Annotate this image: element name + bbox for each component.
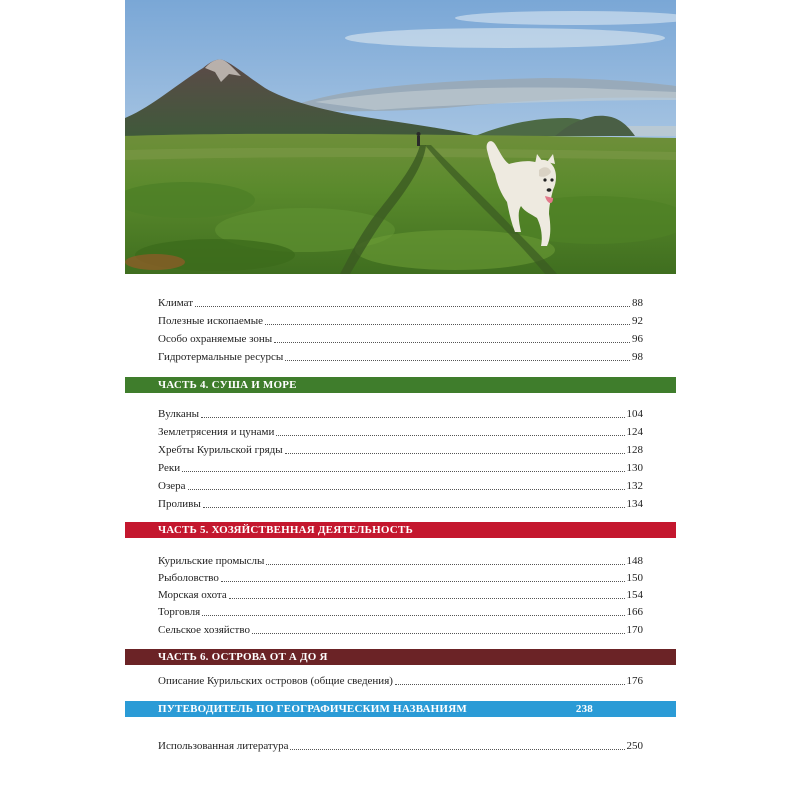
dot-leader — [276, 435, 624, 436]
toc-entry-page: 124 — [626, 426, 643, 438]
part-6-label: ЧАСТЬ 6. ОСТРОВА ОТ А ДО Я — [158, 651, 328, 663]
toc-entry-title: Курильские промыслы — [158, 555, 265, 567]
toc-entry[interactable] — [158, 569, 643, 587]
toc-entry[interactable] — [158, 423, 643, 441]
toc-entry-page: 130 — [626, 462, 643, 474]
toc-entry-page: 96 — [632, 333, 643, 345]
toc-entry[interactable] — [158, 330, 643, 348]
toc-entry[interactable] — [158, 477, 643, 495]
toc-entry-title: Хребты Курильской гряды — [158, 444, 283, 456]
dot-leader — [203, 507, 625, 508]
toc-entry[interactable] — [158, 495, 643, 513]
dot-leader — [285, 453, 625, 454]
toc-entry-title: Морская охота — [158, 589, 227, 601]
dot-leader — [195, 306, 630, 307]
toc-entry[interactable] — [158, 348, 643, 366]
guide-header[interactable] — [125, 701, 676, 717]
toc-entry-title: Землетрясения и цунами — [158, 426, 275, 438]
part-4-header[interactable] — [125, 377, 676, 393]
toc-entry[interactable] — [158, 459, 643, 477]
guide-page: 238 — [575, 703, 593, 715]
toc-entry-title: Описание Курильских островов (общие сведения) — [158, 675, 393, 687]
toc-entry-title: Гидротермальные ресурсы — [158, 351, 284, 363]
toc-entry-page: 104 — [626, 408, 643, 420]
toc-entry-title: Особо охраняемые зоны — [158, 333, 273, 345]
toc-entry-page: 154 — [626, 589, 643, 601]
toc-entry-title: Проливы — [158, 498, 201, 510]
toc-entry[interactable] — [158, 294, 643, 312]
dot-leader — [188, 489, 625, 490]
toc-entry-title: Полезные ископаемые — [158, 315, 263, 327]
toc-entry-title: Торговля — [158, 606, 201, 618]
toc-entry[interactable] — [158, 672, 643, 690]
toc-entry[interactable] — [158, 552, 643, 570]
dot-leader — [182, 471, 624, 472]
toc-entry[interactable] — [158, 603, 643, 621]
dot-leader — [266, 564, 624, 565]
toc-entry[interactable] — [158, 312, 643, 330]
dot-leader — [265, 324, 630, 325]
dot-leader — [290, 749, 624, 750]
toc-entry-title: Использованная литература — [158, 740, 289, 752]
dot-leader — [229, 598, 625, 599]
toc-entry[interactable] — [158, 441, 643, 459]
dot-leader — [285, 360, 630, 361]
dot-leader — [274, 342, 630, 343]
part-5-header[interactable] — [125, 522, 676, 538]
toc-entry-title: Сельское хозяйство — [158, 624, 250, 636]
part-5-label: ЧАСТЬ 5. ХОЗЯЙСТВЕННАЯ ДЕЯТЕЛЬНОСТЬ — [158, 524, 413, 536]
dot-leader — [202, 615, 624, 616]
toc-entry-page: 134 — [626, 498, 643, 510]
toc-entry[interactable] — [158, 405, 643, 423]
toc-entry-page: 250 — [626, 740, 643, 752]
toc-entry-page: 88 — [632, 297, 643, 309]
toc-entry[interactable] — [158, 737, 643, 755]
volcano-landscape-photo — [125, 0, 676, 274]
toc-entry-title: Озера — [158, 480, 186, 492]
dot-leader — [221, 581, 625, 582]
toc-entry-page: 92 — [632, 315, 643, 327]
landscape-image — [125, 0, 676, 274]
toc-entry-page: 98 — [632, 351, 643, 363]
toc-entry-page: 132 — [626, 480, 643, 492]
toc-entry[interactable] — [158, 621, 643, 639]
toc-entry[interactable] — [158, 586, 643, 604]
toc-entry-page: 170 — [626, 624, 643, 636]
toc-entry-page: 176 — [626, 675, 643, 687]
guide-label: ПУТЕВОДИТЕЛЬ ПО ГЕОГРАФИЧЕСКИМ НАЗВАНИЯМ — [158, 703, 467, 715]
toc-entry-title: Рыболовство — [158, 572, 219, 584]
toc-entry-page: 148 — [626, 555, 643, 567]
toc-entry-page: 128 — [626, 444, 643, 456]
toc-entry-page: 166 — [626, 606, 643, 618]
toc-entry-page: 150 — [626, 572, 643, 584]
dot-leader — [395, 684, 625, 685]
part-4-label: ЧАСТЬ 4. СУША И МОРЕ — [158, 379, 297, 391]
part-6-header[interactable] — [125, 649, 676, 665]
toc-entry-title: Климат — [158, 297, 194, 309]
dot-leader — [252, 633, 625, 634]
dot-leader — [201, 417, 624, 418]
toc-entry-title: Вулканы — [158, 408, 200, 420]
toc-entry-title: Реки — [158, 462, 181, 474]
